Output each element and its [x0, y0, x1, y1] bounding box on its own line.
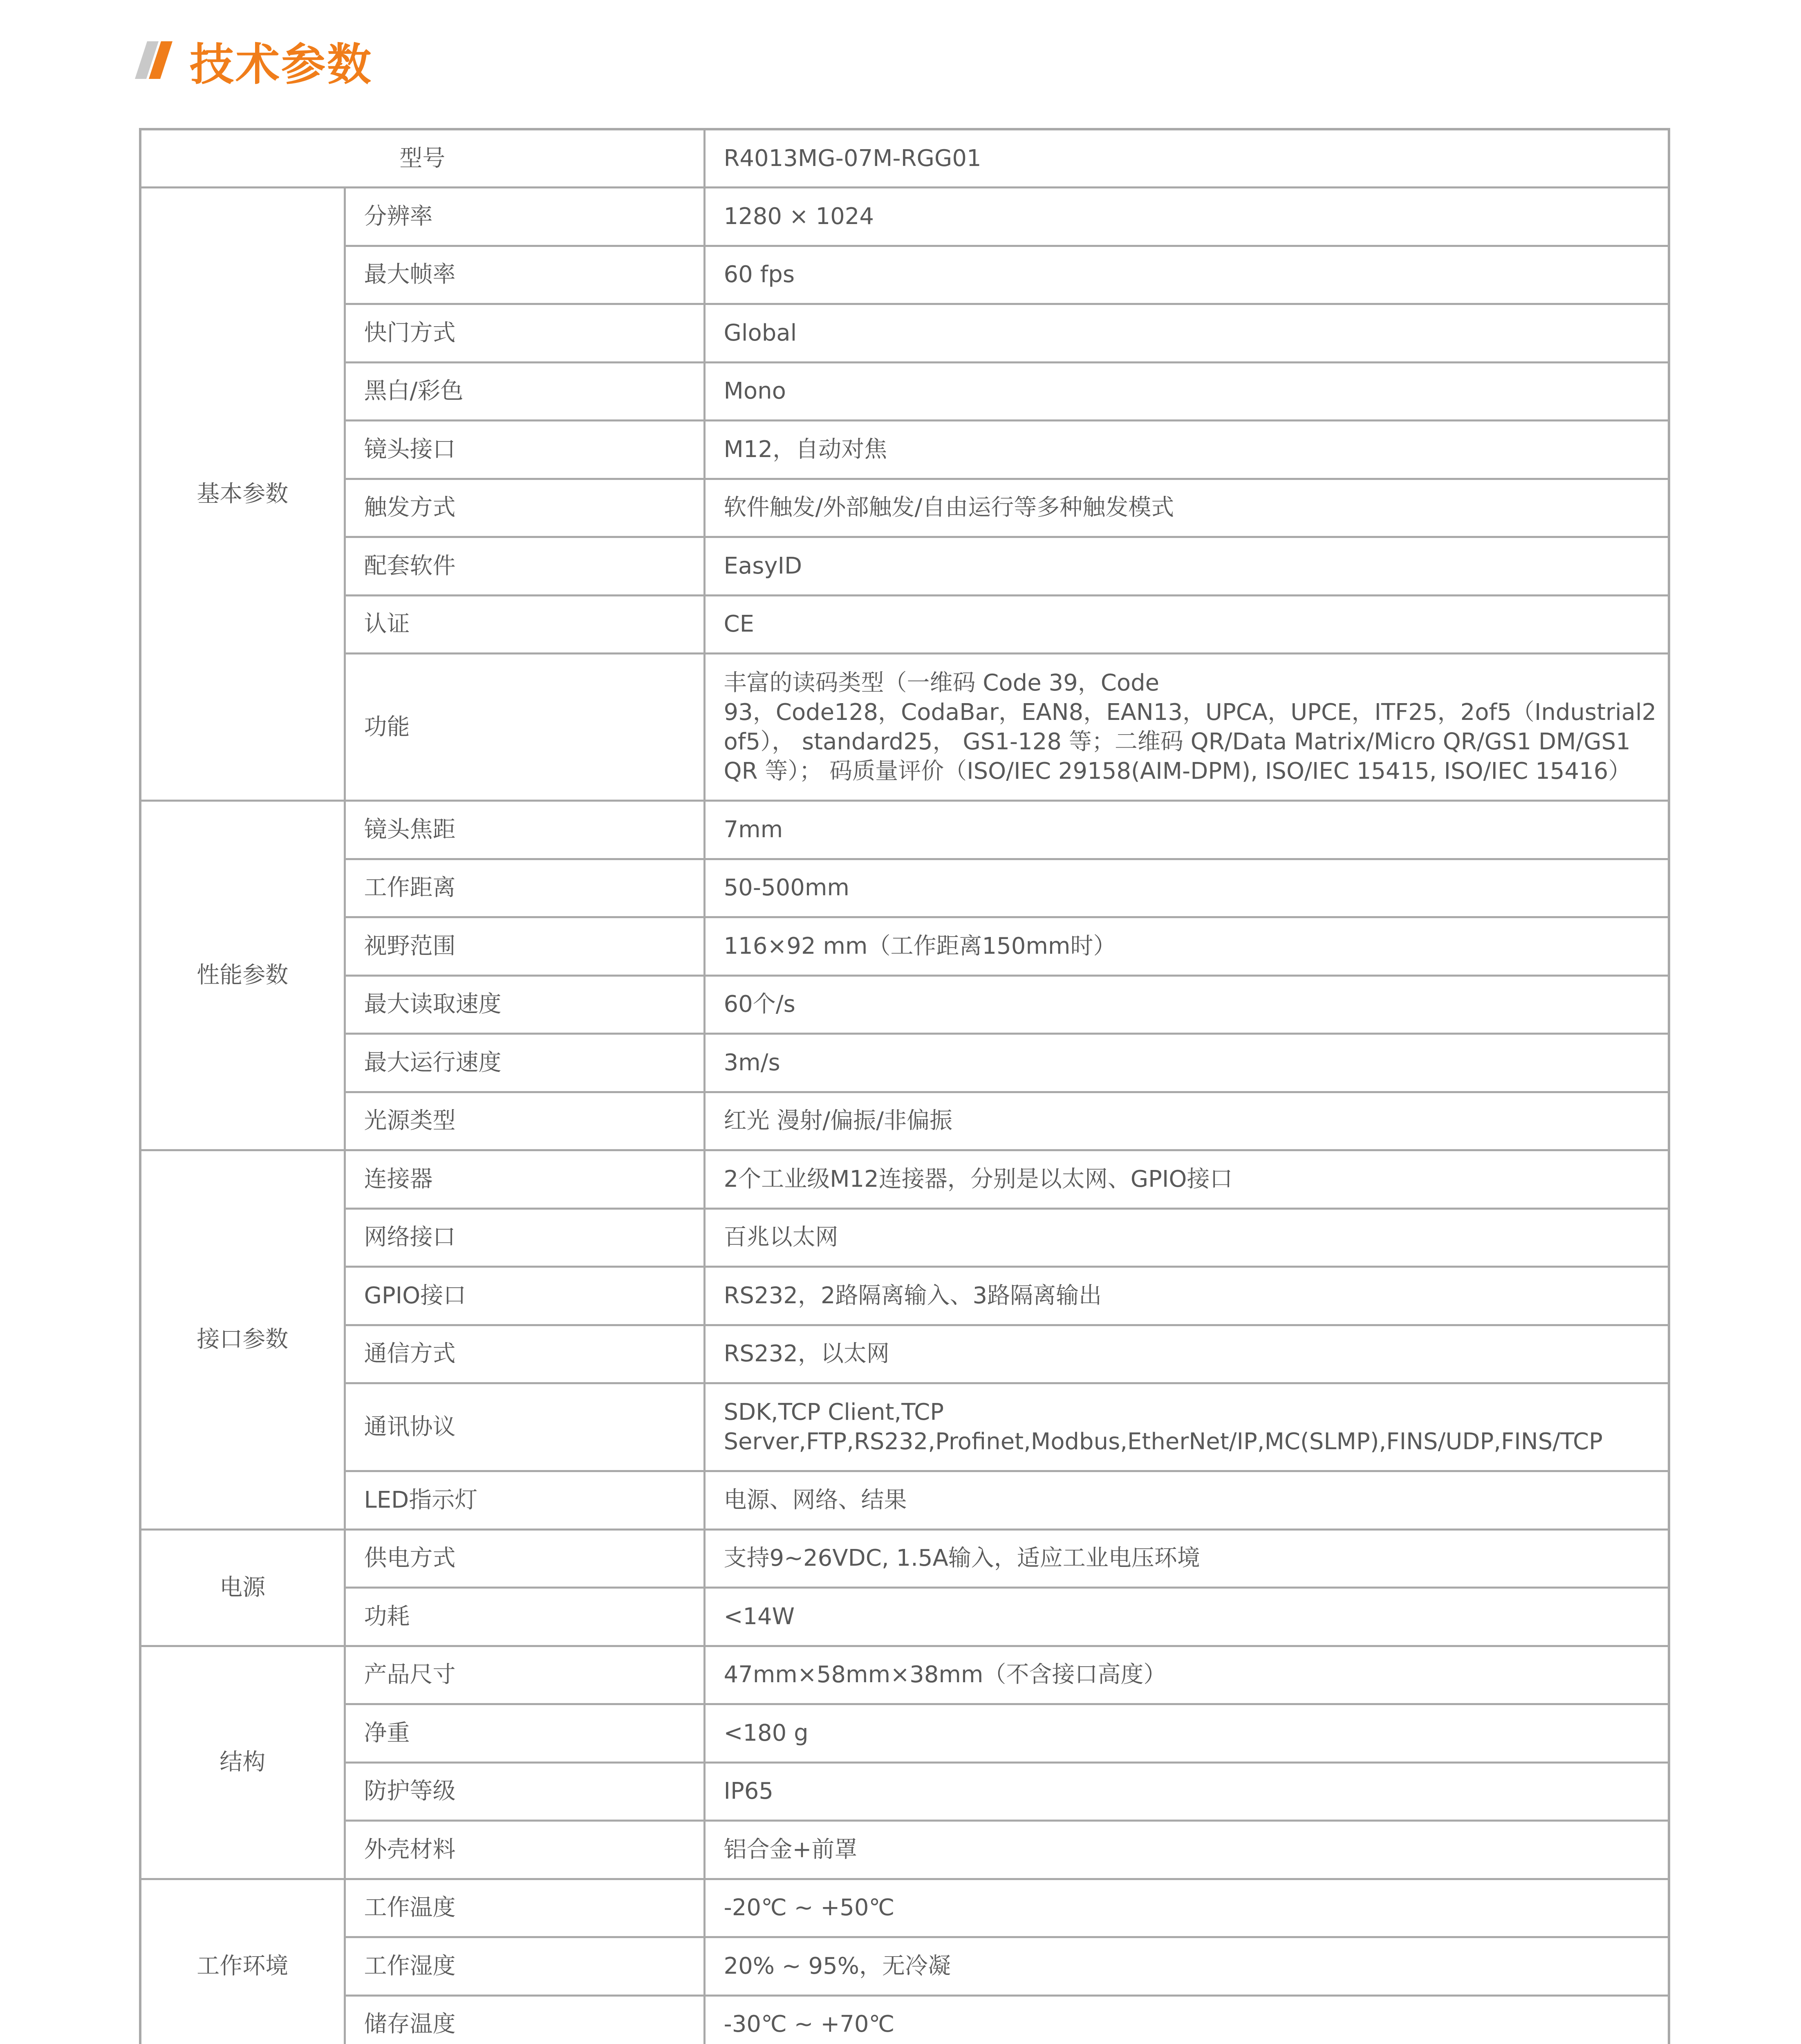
spec-label: 快门方式 [345, 304, 704, 363]
spec-value: 50-500mm [704, 859, 1669, 917]
spec-value: 2个工业级M12连接器，分别是以太网、GPIO接口 [704, 1150, 1669, 1209]
spec-label: 工作湿度 [345, 1937, 704, 1996]
spec-value: <14W [704, 1588, 1669, 1646]
spec-value: 软件触发/外部触发/自由运行等多种触发模式 [704, 479, 1669, 537]
group-label: 性能参数 [140, 801, 345, 1150]
spec-label: 外壳材料 [345, 1821, 704, 1879]
spec-label: 网络接口 [345, 1208, 704, 1267]
spec-row [140, 1879, 1669, 1937]
spec-value: IP65 [704, 1762, 1669, 1821]
section-title: 技术参数 [190, 39, 373, 90]
spec-label: LED指示灯 [345, 1471, 704, 1530]
spec-label: 工作温度 [345, 1879, 704, 1937]
spec-row [140, 188, 1669, 246]
spec-row [140, 1383, 1669, 1471]
spec-row [140, 654, 1669, 801]
spec-label: 防护等级 [345, 1762, 704, 1821]
spec-value: 红光 漫射/偏振/非偏振 [704, 1092, 1669, 1150]
spec-row [140, 421, 1669, 479]
group-label: 基本参数 [140, 188, 345, 801]
group-label: 结构 [140, 1646, 345, 1879]
model-row [140, 129, 1669, 188]
spec-row [140, 1762, 1669, 1821]
spec-row [140, 917, 1669, 976]
spec-label: 光源类型 [345, 1092, 704, 1150]
spec-label: 配套软件 [345, 537, 704, 596]
spec-label: 视野范围 [345, 917, 704, 976]
group-label: 工作环境 [140, 1879, 345, 2044]
spec-label: 连接器 [345, 1150, 704, 1209]
spec-row [140, 1092, 1669, 1150]
spec-label: 供电方式 [345, 1529, 704, 1588]
spec-value: Mono [704, 362, 1669, 421]
spec-value-line: of5）， standard25， GS1-128 等；二维码 QR/Data Matrix/Micro QR/GS1 DM/GS1 [724, 728, 1631, 755]
spec-row [140, 1529, 1669, 1588]
spec-value: 7mm [704, 801, 1669, 859]
spec-label: 最大帧率 [345, 246, 704, 304]
spec-row [140, 362, 1669, 421]
spec-table-body [140, 129, 1669, 2044]
spec-row [140, 1208, 1669, 1267]
spec-label: 工作距离 [345, 859, 704, 917]
spec-label: 功能 [345, 654, 704, 801]
spec-value: EasyID [704, 537, 1669, 596]
spec-value-line: 93，Code128，CodaBar，EAN8，EAN13，UPCA，UPCE，ITF25，2of5（Industrial2 [724, 699, 1657, 726]
group-label: 接口参数 [140, 1150, 345, 1530]
spec-row [140, 801, 1669, 859]
spec-value: 铝合金+前罩 [704, 1821, 1669, 1879]
spec-label: 镜头焦距 [345, 801, 704, 859]
slash-mark-icon [135, 38, 172, 83]
spec-value: Global [704, 304, 1669, 363]
spec-row [140, 1588, 1669, 1646]
spec-label: 分辨率 [345, 188, 704, 246]
spec-row [140, 595, 1669, 654]
section-heading [135, 28, 373, 93]
spec-label: 认证 [345, 595, 704, 654]
spec-value: 3m/s [704, 1034, 1669, 1092]
spec-row [140, 975, 1669, 1034]
spec-label: 产品尺寸 [345, 1646, 704, 1704]
group-label: 电源 [140, 1529, 345, 1646]
spec-label: 功耗 [345, 1588, 704, 1646]
spec-value [704, 654, 1669, 801]
spec-value: 47mm×58mm×38mm（不含接口高度） [704, 1646, 1669, 1704]
spec-value: 20% ~ 95%，无冷凝 [704, 1937, 1669, 1996]
spec-label: 最大运行速度 [345, 1034, 704, 1092]
spec-row [140, 304, 1669, 363]
spec-value: 百兆以太网 [704, 1208, 1669, 1267]
spec-row [140, 1646, 1669, 1704]
spec-label: 触发方式 [345, 479, 704, 537]
spec-value: RS232，以太网 [704, 1325, 1669, 1383]
spec-value: 116×92 mm（工作距离150mm时） [704, 917, 1669, 976]
spec-value-line: QR 等）； 码质量评价（ISO/IEC 29158(AIM-DPM), ISO/IEC 15415, ISO/IEC 15416） [724, 758, 1631, 784]
spec-row [140, 1325, 1669, 1383]
spec-value-line: 丰富的读码类型（一维码 Code 39，Code [724, 669, 1160, 696]
model-label: 型号 [140, 129, 704, 188]
spec-row [140, 1150, 1669, 1209]
spec-value-line: SDK,TCP Client,TCP [724, 1399, 944, 1425]
spec-table [139, 128, 1670, 2044]
spec-label: 镜头接口 [345, 421, 704, 479]
spec-label: 储存温度 [345, 1995, 704, 2044]
spec-row [140, 1995, 1669, 2044]
spec-value-line: Server,FTP,RS232,Profinet,Modbus,EtherNet/IP,MC(SLMP),FINS/UDP,FINS/TCP [724, 1428, 1603, 1455]
model-value: R4013MG-07M-RGG01 [704, 129, 1669, 188]
spec-label: 净重 [345, 1704, 704, 1763]
spec-row [140, 1034, 1669, 1092]
spec-row [140, 537, 1669, 596]
spec-value: -30℃ ~ +70℃ [704, 1995, 1669, 2044]
spec-row [140, 1267, 1669, 1325]
spec-value: CE [704, 595, 1669, 654]
spec-value: 电源、网络、结果 [704, 1471, 1669, 1530]
spec-value: -20℃ ~ +50℃ [704, 1879, 1669, 1937]
spec-value [704, 1383, 1669, 1471]
spec-row [140, 1704, 1669, 1763]
spec-value: RS232，2路隔离输入、3路隔离输出 [704, 1267, 1669, 1325]
spec-label: 通信方式 [345, 1325, 704, 1383]
spec-row [140, 479, 1669, 537]
spec-value: 60个/s [704, 975, 1669, 1034]
spec-row [140, 1471, 1669, 1530]
spec-value: 1280 × 1024 [704, 188, 1669, 246]
spec-value: 60 fps [704, 246, 1669, 304]
spec-row [140, 246, 1669, 304]
spec-label: 黑白/彩色 [345, 362, 704, 421]
spec-row [140, 1937, 1669, 1996]
spec-label: GPIO接口 [345, 1267, 704, 1325]
spec-row [140, 1821, 1669, 1879]
spec-row [140, 859, 1669, 917]
spec-value: M12，自动对焦 [704, 421, 1669, 479]
spec-value: <180 g [704, 1704, 1669, 1763]
spec-label: 最大读取速度 [345, 975, 704, 1034]
spec-value: 支持9~26VDC, 1.5A输入，适应工业电压环境 [704, 1529, 1669, 1588]
spec-label: 通讯协议 [345, 1383, 704, 1471]
